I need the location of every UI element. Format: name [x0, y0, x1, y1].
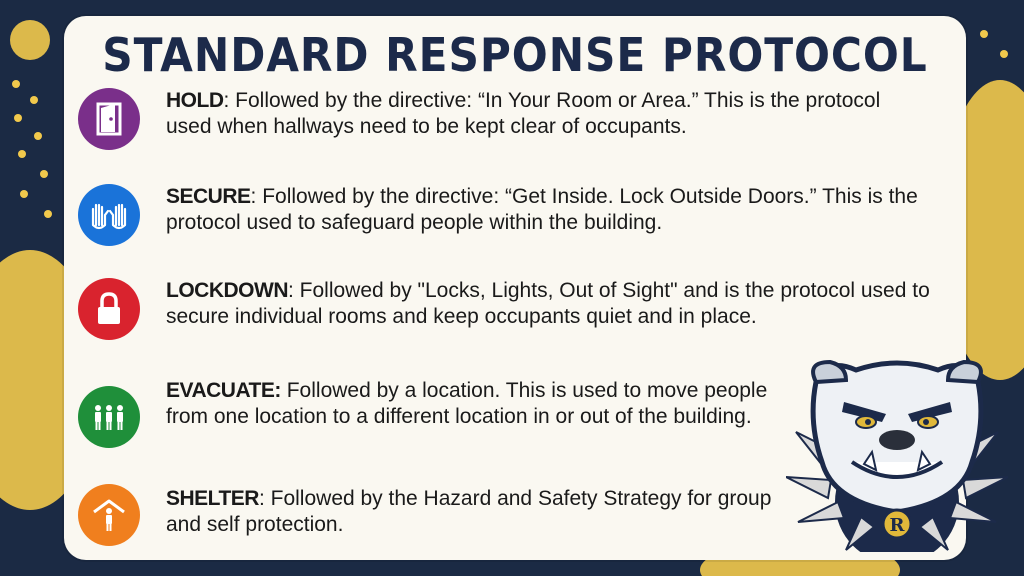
protocol-description-secure: Followed by the directive: “Get Inside. Lock Outside Doors.” This is the protocol used to safeguard people within the building.: [166, 185, 918, 234]
padlock-icon: [78, 278, 140, 340]
protocol-name-secure: SECURE: [166, 185, 251, 208]
page-title: STANDARD RESPONSE PROTOCOL: [102, 28, 928, 82]
protocol-text-hold: HOLD: Followed by the directive: “In Your Room or Area.” This is the protocol used when hallways need to be kept clear of occupants.: [166, 89, 881, 138]
protocol-text-evacuate: [166, 378, 781, 430]
protocol-name-evacuate: EVACUATE:: [166, 379, 281, 402]
protocol-text-shelter: SHELTER: Followed by the Hazard and Safety Strategy for group and self protection.: [166, 487, 772, 536]
person-under-roof-icon: [78, 484, 140, 546]
mascot-letter: R: [889, 515, 905, 536]
door-icon: [78, 88, 140, 150]
protocol-description-lockdown: Followed by "Locks, Lights, Out of Sight" and is the protocol used to secure individual rooms and keep occupants quiet and in place.: [166, 279, 930, 328]
protocol-name-lockdown: LOCKDOWN: [166, 279, 288, 302]
bulldog-mascot-icon: [786, 352, 1008, 552]
protocol-name-shelter: SHELTER: [166, 487, 259, 510]
protocol-description-evacuate: Followed by a location. This is used to move people from one location to a different location in or out of the building.: [166, 379, 768, 428]
protocol-description-shelter: Followed by the Hazard and Safety Strategy for group and self protection.: [166, 487, 772, 536]
protocol-text-secure: SECURE: Followed by the directive: “Get Inside. Lock Outside Doors.” This is the protocol used to safeguard people within the building.: [166, 185, 918, 234]
people-group-icon: [78, 386, 140, 448]
protocol-text-lockdown: LOCKDOWN: Followed by "Locks, Lights, Out of Sight" and is the protocol used to secure individual rooms and keep occupants quiet and in place.: [166, 279, 930, 328]
raised-hands-icon: [78, 184, 140, 246]
protocol-name-hold: HOLD: [166, 89, 224, 112]
protocol-description-hold: Followed by the directive: “In Your Room or Area.” This is the protocol used when hallways need to be kept clear of occupants.: [166, 89, 881, 138]
